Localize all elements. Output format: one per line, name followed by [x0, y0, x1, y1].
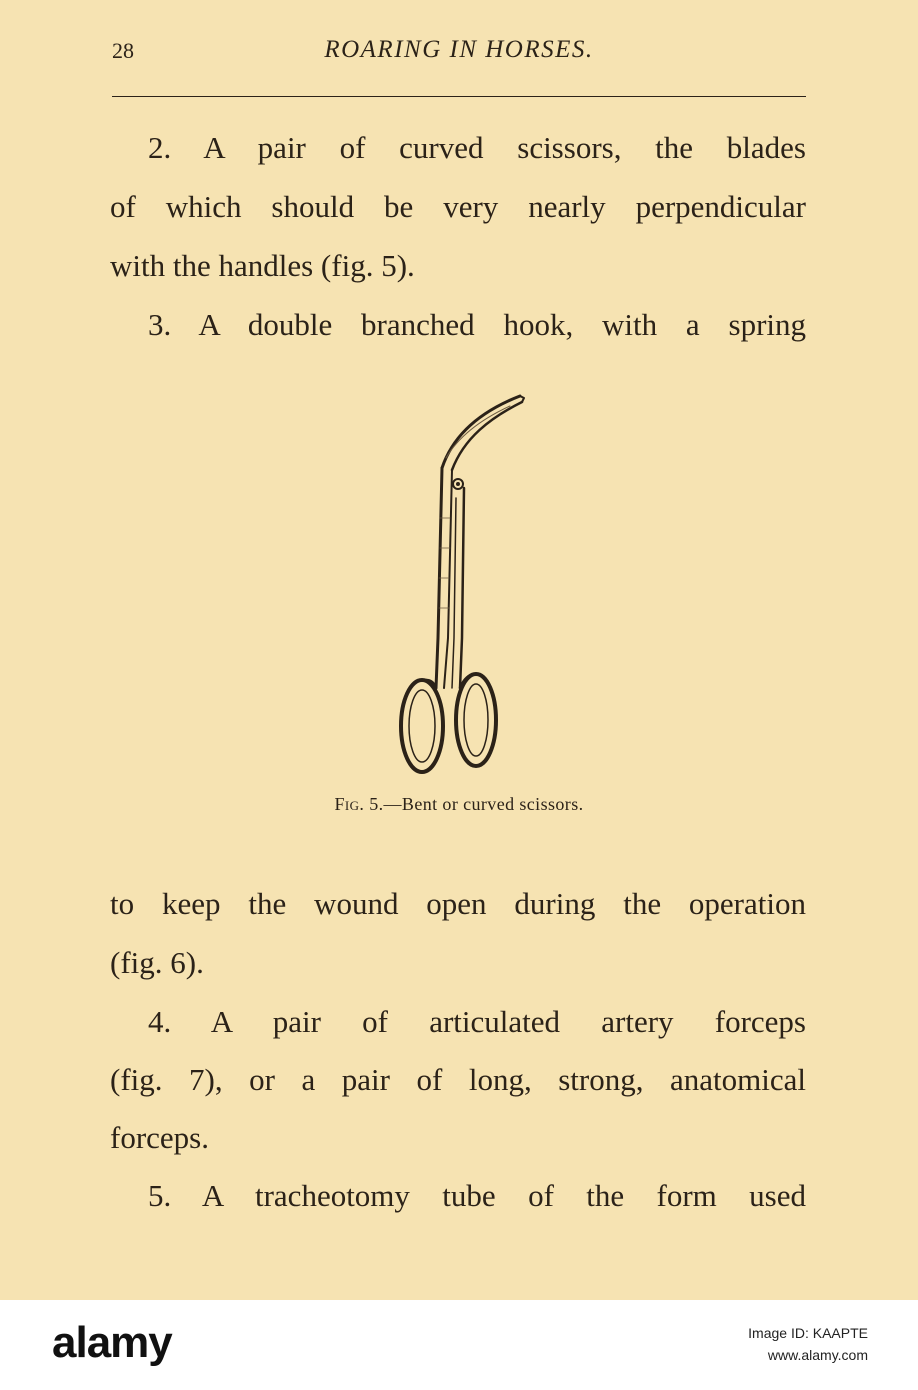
watermark-info — [748, 1322, 868, 1366]
watermark-site: www.alamy.com — [767, 1347, 868, 1363]
text-line: 4. A pair of articulated artery forceps — [148, 1004, 806, 1039]
text-line: 5. A tracheotomy tube of the form used — [148, 1178, 806, 1213]
figure-caption — [0, 794, 918, 815]
figure-caption-prefix: Fig. — [334, 794, 365, 814]
text-line: 3. A double branched hook, with a spring — [148, 307, 806, 342]
text-line: (fig. 6). — [110, 945, 204, 980]
running-head: ROARING IN HORSES. — [324, 36, 594, 63]
watermark-logo: alamy — [52, 1318, 172, 1367]
page-number: 28 — [112, 38, 134, 63]
header-rule — [112, 96, 806, 97]
text-line: (fig. 7), or a pair of long, strong, anatomical — [110, 1062, 806, 1097]
text-line: 2. A pair of curved scissors, the blades — [148, 130, 806, 165]
figure-caption-text: 5.—Bent or curved scissors. — [364, 794, 584, 814]
curved-scissors-illustration — [380, 388, 540, 778]
text-line: with the handles (fig. 5). — [110, 248, 415, 283]
text-line: of which should be very nearly perpendicular — [110, 189, 806, 224]
text-line: forceps. — [110, 1120, 209, 1155]
watermark-image-id: Image ID: KAAPTE — [748, 1325, 868, 1341]
text-line: to keep the wound open during the operation — [110, 886, 806, 921]
